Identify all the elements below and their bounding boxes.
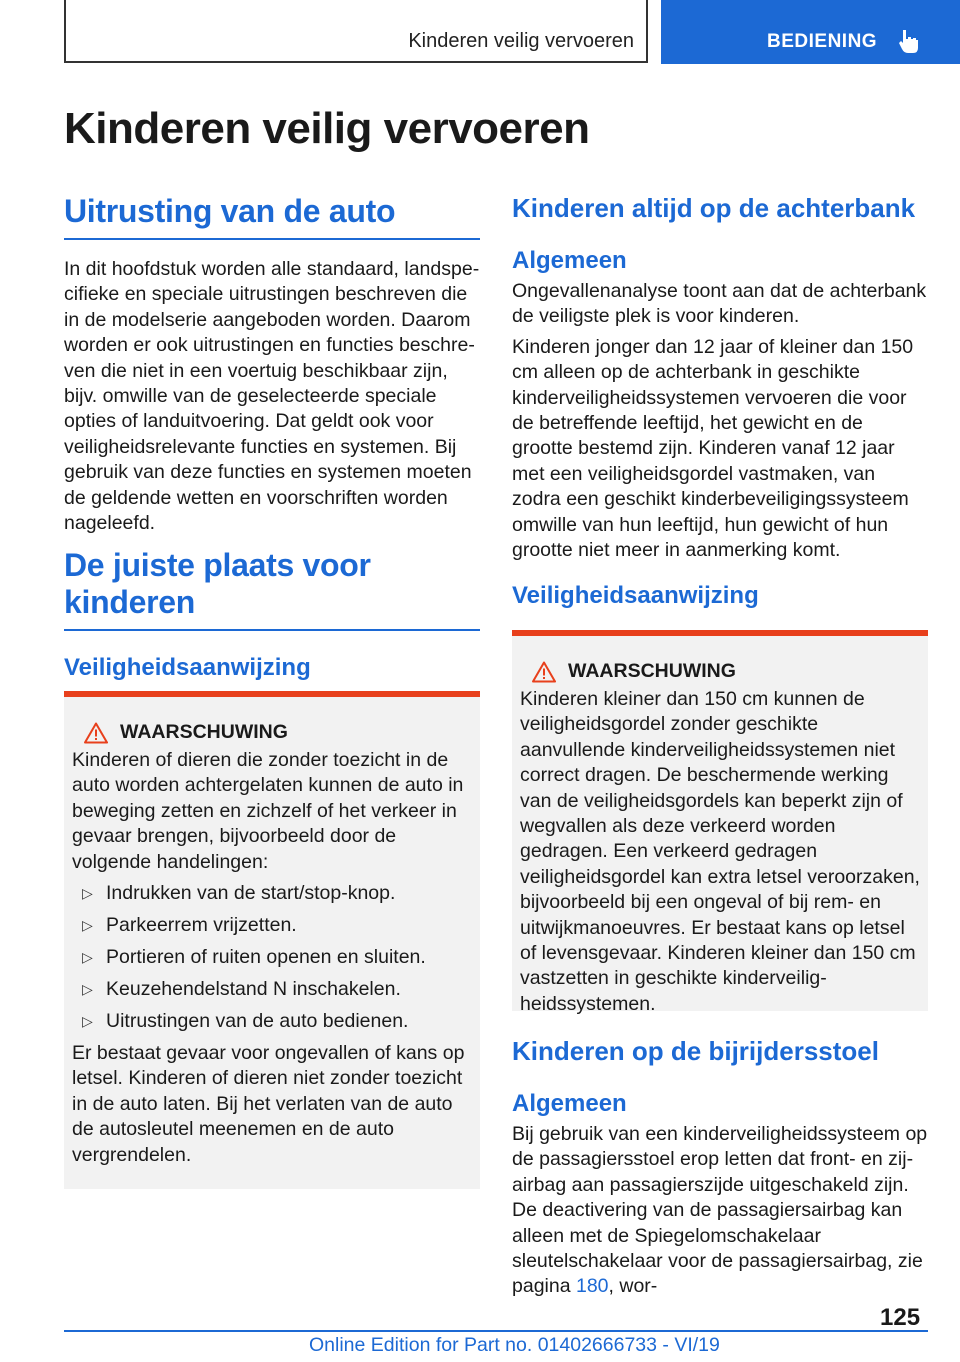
footer-rule [64,1330,928,1332]
header-section-box [64,0,648,63]
warning-header-right [520,660,920,683]
paragraph-general-1a: Ongevallenanalyse toont aan dat de achterbank de veiligste plek is voor kinderen. [512,280,927,328]
heading-equipment: Uitrusting van de auto [64,193,396,229]
list-item: ▷ Keuzehendelstand N inschakelen. [82,978,401,1001]
warning-header-left [72,721,472,744]
warning-box-left [64,691,480,1189]
warning-text-right: Kinderen kleiner dan 150 cm kunnen de veiligheidsgordel zonder geschikte aanvullende kinderveiligheidssystemen niet correct dragen. De beschermende werking van de veiligheidsgordels kan beperkt zijn of wegvallen als deze verkeerd worden gedragen. Een verkeerd gedragen veiligheidsgordel kan extra letsel veroorzaken, bijvoorbeeld bij een ongeval of bij rem- en uitwijkmanoeuvres. Er bestaat kans op letsel of levensgevaar. Kinderen kleiner dan 150 cm vastzetten in geschikte kinderveiligheidssystemen. [520,688,920,1015]
triangle-bullet-icon: ▷ [82,949,93,966]
warning-outro-left: Er bestaat gevaar voor ongevallen of kans op letsel. Kinderen of dieren niet zonder toezicht in de auto laten. Bij het verlaten van de auto de autosleutel meenemen en de auto vergrendelen. [72,1042,465,1166]
section-passenger [512,1036,928,1300]
heading-safety-left: Veiligheidsaanwijzing [64,654,311,681]
heading-child-place-line1: De juiste plaats voor [64,547,371,583]
heading-rule [64,238,480,240]
warning-list-left [72,881,472,1034]
header-section-title: Kinderen veilig vervoeren [408,30,634,52]
triangle-bullet-icon: ▷ [82,1013,93,1030]
list-item: ▷ Indrukken van de start/stop-knop. [82,882,396,905]
heading-child-place-line2: kinderen [64,584,195,620]
section-equipment [64,193,480,536]
footer-edition [309,1334,720,1357]
header-chapter-label: BEDIENING [767,31,878,52]
footer-edition-text: Online Edition for Part no. 01402666733 - VI/19 [309,1334,720,1356]
hand-pointer-icon [897,28,921,54]
triangle-bullet-icon: ▷ [82,981,93,998]
heading-general-2: Algemeen [512,1090,627,1117]
heading-backseat: Kinderen altijd op de achterbank [512,193,916,223]
warning-intro-left: Kinderen of dieren die zonder toezicht in de auto worden achtergelaten kunnen de auto in beweging zetten en zichzelf of het verkeer in gevaar brengen, bijvoorbeeld door de volgende handelingen: [72,749,464,873]
heading-rule [64,629,480,631]
paragraph-equipment: In dit hoofdstuk worden alle standaard, landspecifieke en speciale uitrustingen beschreven die in de modelserie aangeboden worden. Daarom worden er ook uitrustingen en functies beschreven die niet in een voertuig beschikbaar zijn, bijv. omwille van de geselecteerde speciale opties of landuitvoering. Dat geldt ook voor veiligheidsrelevante functies en systemen. Bij gebruik van deze functies en systemen moeten de geldende wetten en voorschriften worden nageleefd. [64,258,480,535]
warning-triangle-icon [84,722,108,744]
heading-general-1: Algemeen [512,247,627,274]
header-chapter-tab[interactable] [661,0,960,64]
warning-triangle-icon [532,661,556,683]
page-title: Kinderen veilig vervoeren [64,104,590,153]
triangle-bullet-icon: ▷ [82,917,93,934]
section-child-place [64,547,480,682]
warning-label-left: WAARSCHUWING [120,721,288,743]
paragraph-general-2: Bij gebruik van een kinderveiligheidssysteem op de passagiersstoel erop letten dat front- en zijairbag aan passagierszijde uitgeschakeld zijn. De deactivering van de passagiersairbag kan alleen met de Spiegelomschakelaar sleutelschakelaar voor de passagiersairbag, zie pagina 180, wor- [512,1123,928,1298]
heading-passenger: Kinderen op de bijrijdersstoel [512,1036,879,1066]
list-item: ▷ Portieren of ruiten openen en sluiten. [82,946,426,969]
triangle-bullet-icon: ▷ [82,885,93,902]
page-reference-link[interactable]: 180 [575,1275,609,1298]
warning-label-right: WAARSCHUWING [568,660,736,682]
heading-safety-right: Veiligheidsaanwijzing [512,582,759,610]
paragraph-general-1b: Kinderen jonger dan 12 jaar of kleiner dan 150 cm alleen op de achterbank in geschikte kinderveiligheidssystemen vervoeren die voor de betreffende leeftijd, het gewicht en de grootte bestemd zijn. Kinderen vanaf 12 jaar met een veiligheidsgordel vastmaken, van zodra een geschikt kinderbeveiligingssysteem omwille van hun leeftijd, hun gewicht of hun grootte niet meer in aanmerking komt. [512,335,914,562]
list-item: ▷ Uitrustingen van de auto bedienen. [82,1010,409,1033]
page-number: 125 [880,1304,921,1331]
list-item: ▷ Parkeerrem vrijzetten. [82,914,297,937]
section-backseat [512,193,928,610]
warning-box-right [512,630,928,1015]
